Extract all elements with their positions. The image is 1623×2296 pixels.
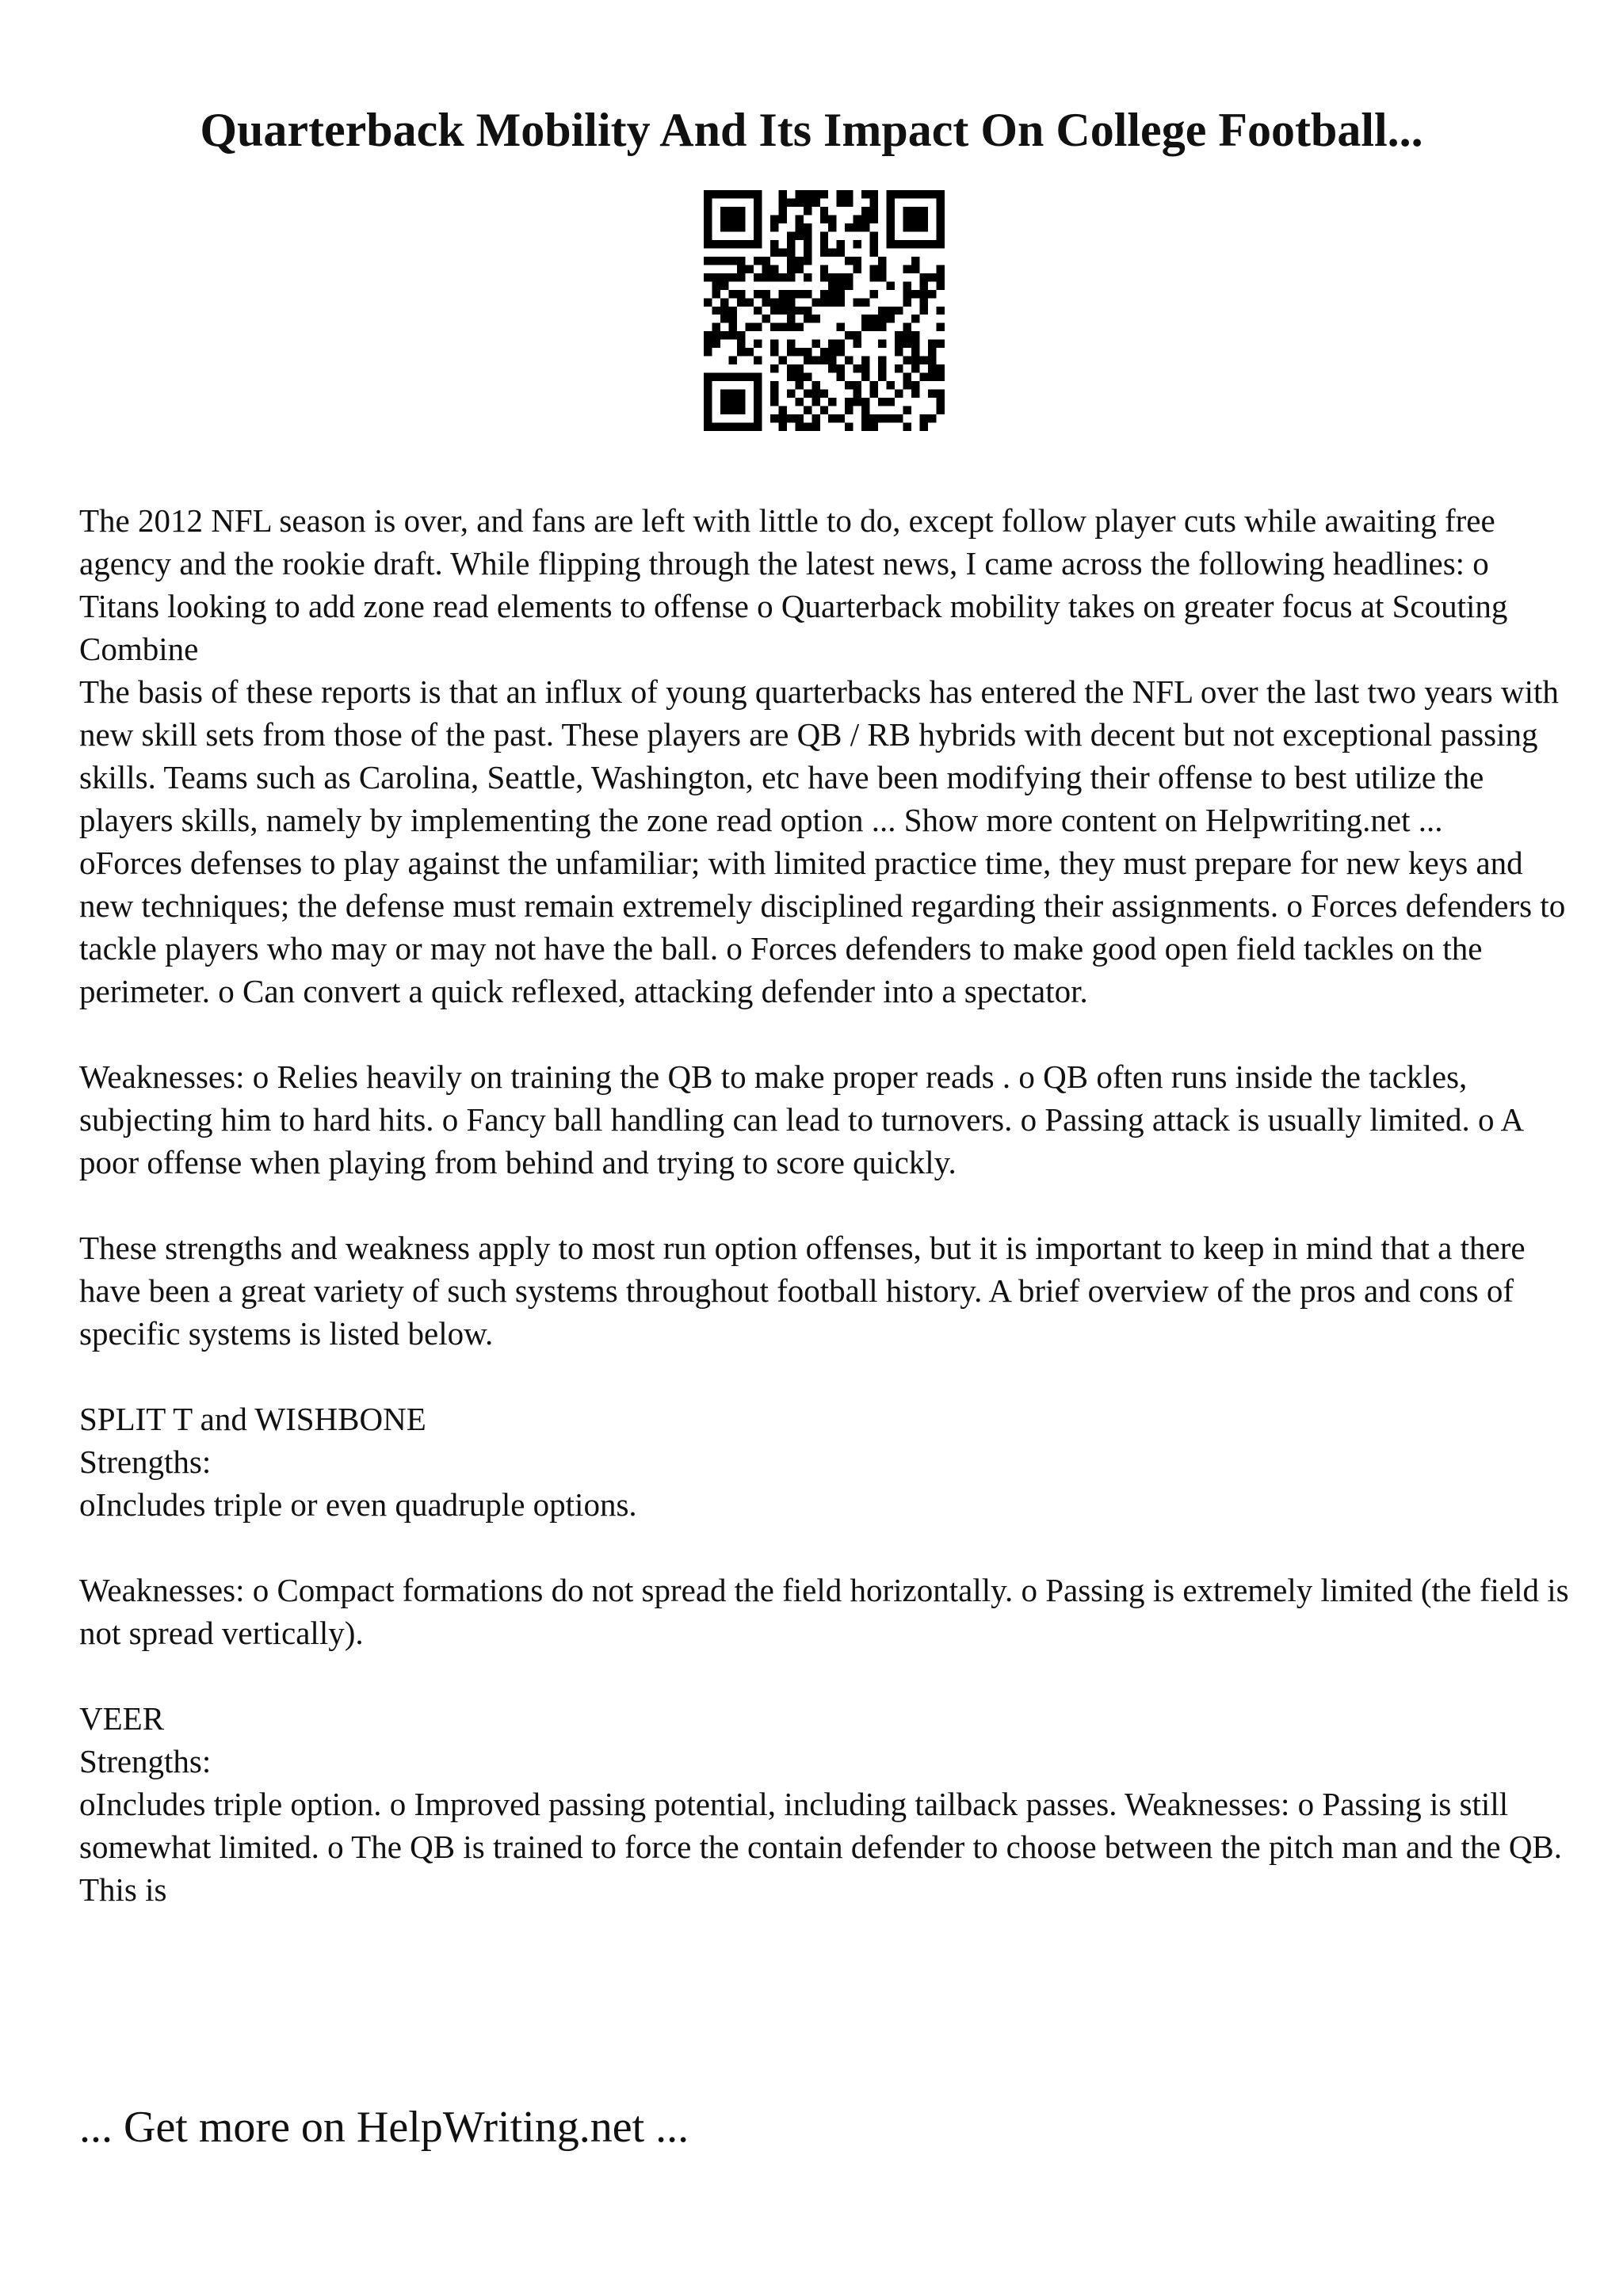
document-body <box>79 499 1569 1911</box>
paragraph-weaknesses: Weaknesses: o Relies heavily on training the QB to make proper reads . o QB often runs inside the tackles, subjecting him to hard hits. o Fancy ball handling can lead to turnovers. o Passing attack is usually limited. o A poor offense when playing from behind and trying to score quickly. <box>79 1058 1522 1180</box>
label-strengths-veer: Strengths: <box>79 1743 212 1779</box>
paragraph-strengths-list: oForces defenses to play against the unfamiliar; with limited practice time, they must prepare for new keys and new techniques; the defense must remain extremely disciplined regarding their assignments. o Forces defenders to tackle players who may or may not have the ball. o Forces defenders to make good open field tackles on the perimeter. o Can convert a quick reflexed, attacking defender into a spectator. <box>79 845 1566 1009</box>
paragraph-overview: These strengths and weakness apply to most run option offenses, but it is important to keep in mind that a there have been a great variety of such systems throughout football history. A brief overview of the pros and cons of specific systems is listed below. <box>79 1230 1526 1352</box>
label-strengths-split-t: Strengths: <box>79 1444 212 1480</box>
heading-split-t-wishbone: SPLIT T and WISHBONE <box>79 1401 426 1437</box>
heading-veer: VEER <box>79 1700 165 1737</box>
get-more-link[interactable]: ... Get more on HelpWriting.net ... <box>79 2103 689 2152</box>
qr-code-icon <box>704 190 945 431</box>
paragraph-intro: The 2012 NFL season is over, and fans are left with little to do, except follow player cuts while awaiting free agency and the rookie draft. While flipping through the latest news, I came across the following headlines: o Titans looking to add zone read elements to offense o Quarterback mobility takes on greater focus at Scouting Combine <box>79 502 1508 667</box>
paragraph-split-t-weaknesses: Weaknesses: o Compact formations do not spread the field horizontally. o Passing is extremely limited (the field is not spread vertically). <box>79 1572 1569 1651</box>
paragraph-basis: The basis of these reports is that an influx of young quarterbacks has entered the NFL over the last two years with new skill sets from those of the past. These players are QB / RB hybrids with decent but not exceptional passing skills. Teams such as Carolina, Seattle, Washington, etc have been modifying their offense to best utilize the players skills, namely by implementing the zone read option ... Show more content on Helpwriting.net ... <box>79 673 1559 838</box>
paragraph-veer-details: oIncludes triple option. o Improved passing potential, including tailback passes. Weaknesses: o Passing is still somewhat limited. o The QB is trained to force the contain defender to choose between the pitch man and the QB. This is <box>79 1786 1563 1908</box>
document-title: Quarterback Mobility And Its Impact On College Football... <box>200 104 1423 156</box>
paragraph-split-t-strengths: oIncludes triple or even quadruple options. <box>79 1486 637 1523</box>
